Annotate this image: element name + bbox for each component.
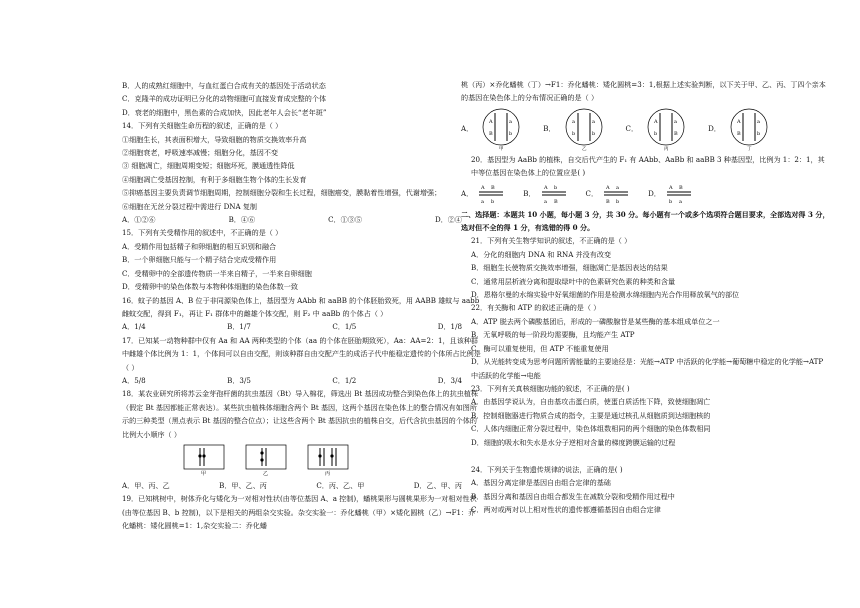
q20-diagram-b: B． A b a B [523,184,558,205]
q18-chromosome-figures [112,443,482,477]
q23-option-c: C．人体内细胞正常分裂过程中，染色体组数相同的两个细胞的染色体数相同 [471,424,711,434]
q18-figure-yi [244,444,288,476]
q24-option-b: B．基因分离和基因自由组合都发生在减数分裂和受精作用过程中 [471,491,675,501]
svg-text:b: b [509,130,513,137]
q24-option-a: A．基因分离定律是基因自由组合定律的基础 [471,478,611,488]
q24-option-c: C．两对或两对以上相对性状的遗传都遵循基因自由组合定律 [471,505,661,515]
svg-text:b: b [591,130,595,137]
q21-option-c: C．通常用层析液分离和提取绿叶中的色素研究色素的种类和含量 [471,276,676,286]
q14-statement-1: ①细胞生长，其表面积增大，导致细胞的物质交换效率升高 [122,134,307,144]
q18-option-b: B．甲、乙、丙 [219,480,267,490]
q14-option-c: C．①③⑤ [328,215,362,225]
left-column [112,79,485,533]
q16-option-d: D．1/8 [437,322,462,332]
q20-diagram-a: A． A B a b [461,184,495,205]
q14-statement-6: ⑥细胞在无丝分裂过程中需进行 DNA 复制 [122,201,258,211]
q18-caption-yi: 乙 [263,470,269,476]
q15-option-b: B．一个卵细胞只能与一个精子结合完成受精作用 [122,255,277,265]
q17-options [112,374,482,387]
q18-option-d: D．乙、甲、丙 [413,480,462,490]
q18-caption-bing: 丙 [325,470,331,476]
svg-text:A: A [543,184,548,191]
q21-option-b: B．细胞生长使物质交换效率增强，细胞凋亡是基因表达的结果 [471,263,668,273]
q14-stem: 14．下列有关细胞生命历程的叙述，正确的是（ ） [122,121,283,131]
svg-text:a: a [509,118,513,125]
q16-option-b: B．1/7 [227,322,251,332]
q14-statement-5: ⑤抑癌基因主要负责调节细胞周期，控制细胞分裂和生长过程，细胞癌变，膜黏着性增强，代谢增强； [122,188,442,198]
svg-text:b: b [654,130,658,137]
q21-option-d: D．恩格尔曼的水绵实验中好氧细菌的作用是检测水绵细胞内光合作用释放氧气的部位 [471,290,740,300]
q16-option-c: C．1/5 [332,322,357,332]
svg-text:b: b [756,130,761,137]
svg-text:A: A [489,118,493,125]
q23-option-b: B．控制细胞器进行物质合成的指令，主要是通过核孔从细胞质到达细胞核的 [471,410,711,420]
right-column [461,78,831,517]
q20-diagram-options [461,182,831,206]
q14-statement-3: ③ 细胞凋亡，细胞周期变短；细胞坏死，膜通透性降低 [122,161,295,171]
svg-text:b: b [491,198,495,205]
q14-option-b: B．④⑥ [228,215,256,225]
q19-diagram-b: B． a b a b 乙 [543,107,609,151]
q18-stem: 18．某农业研究所将苏云金芽孢杆菌的抗虫基因（Bt）导入棉花，筛选出 Bt 基因成功整合到染色体上的抗虫植株（假定 Bt 基因都能正常表达）。某些抗虫植株体细胞含两个 Bt 基因，这两个基因在染色体上的整合情况有如图所示的三种类型（黑点表示 Bt 基因的整合位点）；让这些含两个 Bt 基因抗虫的植株自交，后代含抗虫基因的个体的比例大小顺序（ ） [122,389,478,439]
q14-statement-2: ②细胞衰老，呼吸速率减慢；细胞分化，基因不变 [122,148,279,158]
q20-diagram-d: D． A B b a [648,184,683,205]
svg-text:B: B [678,184,683,191]
q21-option-a: A．分化的细胞内 DNA 和 RNA 并没有改变 [471,249,612,259]
q13-option-d: D．衰老的细胞中，黑色素的合成加快，因此老年人会长“老年斑” [122,107,327,117]
svg-text:B: B [674,130,678,137]
q22-option-b: B．无氧呼吸的每一阶段均需要酶，且均能产生 ATP [471,330,635,340]
svg-text:b: b [571,130,575,137]
q19-diagram-c: C． A b a B 丙 [626,107,693,151]
svg-text:b: b [553,184,557,191]
q15-stem: 15．下列有关受精作用的叙述中，不正确的是（ ） [122,228,283,238]
svg-text:丙: 丙 [664,146,669,151]
q19-diagram-d: D． A B a b 丁 [708,107,775,151]
q18-caption-jia: 甲 [201,470,207,476]
q17-option-c: C．1/2 [332,375,357,385]
svg-text:B: B [489,130,493,137]
svg-text:b: b [616,198,620,205]
q19-stem: 19．已知桃树中，树体乔化与矮化为一对相对性状(由等位基因 A、a 控制)，蟠桃果形与圆桃果形为一对相对性状(由等位基因 B、b 控制)，以下是相关的两组杂交实验。杂交实验一：乔化蟠桃（甲）×矮化圆桃（乙）→F1：乔化蟠桃：矮化圆桃=1：1,杂交实验二：乔化蟠 [122,494,477,531]
q16-option-a: A．1/4 [122,322,146,332]
svg-text:A: A [736,118,741,125]
q22-option-d: D．从光能转变成为思考问题所需能量的主要途径是：光能→ATP 中活跃的化学能→葡萄糖中稳定的化学能→ATP 中活跃的化学能→电能 [471,357,824,380]
q14-options [112,213,482,226]
q19-stem-continued: 桃（丙）×乔化蟠桃（丁）→F1：乔化蟠桃：矮化圆桃=3：1,根据上述实验判断，以下关于甲、乙、丙、丁四个亲本的基因在染色体上的分布情况正确的是（ ） [461,80,826,103]
q24-stem: 24．下列关于生物遗传规律的说法，正确的是( ) [471,464,623,474]
q17-option-d: D．3/4 [437,375,462,385]
q22-option-c: C．酶可以重复使用，但 ATP 不能重复使用 [471,343,609,353]
q17-stem: 17．已知某一动物种群中仅有 Aa 和 AA 两种类型的个体（aa 的个体在胚胎期致死），Aa：AA=2：1，且该种群中雌雄个体比例为 1：1，个体间可以自由交配，则该种群自由交配产生的成活子代中能稳定遗传的个体所占比例是（ ） [122,335,481,372]
svg-text:甲: 甲 [499,146,504,151]
q18-figure-jia [182,444,226,476]
section-two-heading: 二、选择题：本题共 10 小题，每小题 3 分，共 30 分。每小题有一个或多个选项符合题目要求，全部选对得 3 分，选对但不全的得 1 分，有选错的得 0 分。 [461,209,830,233]
q16-stem: 16．蚊子的基因 A、B 位于非同源染色体上，基因型为 AAbb 和 aaBB 的个体胚胎致死，用 AABB 雄蚊与 aabb 雌蚊交配，得到 F₁，再让 F₁ 群体中的雌雄个体交配，则 F₂ 中 aaBb 的个体占（ ） [122,295,480,318]
q23-option-d: D．细胞的吸水和失水是水分子逆相对含量的梯度跨膜运输的过程 [471,437,676,447]
q14-option-d: D．②④ [435,215,462,225]
q13-option-b: B．人的成熟红细胞中，与血红蛋白合成有关的基因处于活动状态 [122,81,326,90]
svg-text:a: a [616,184,620,191]
svg-text:A: A [481,184,485,191]
svg-text:a: a [481,198,485,205]
q17-option-b: B．3/5 [227,375,251,385]
svg-text:A: A [606,184,610,191]
q17-option-a: A．5/8 [122,375,146,385]
q19-diagram-a: A． A B a b 甲 [461,107,527,151]
svg-text:B: B [736,130,741,137]
q18-options [112,479,482,492]
q16-options [112,320,482,333]
q20-diagram-c: C． A a B b [585,184,620,205]
q22-stem: 22．有关酶和 ATP 的叙述正确的是（ ） [471,303,601,313]
q18-option-c: C．丙、乙、甲 [316,480,365,490]
svg-text:B: B [491,184,495,191]
q14-option-a: A．①②⑥ [122,215,156,225]
q21-stem: 21．下列有关生物学知识的叙述，不正确的是（ ） [471,236,632,246]
q18-option-a: A．甲、丙、乙 [122,480,170,490]
q18-figure-bing [306,444,350,476]
svg-text:B: B [553,198,558,205]
svg-text:A: A [654,118,658,125]
svg-text:b: b [668,198,673,205]
svg-text:丁: 丁 [746,146,752,151]
q23-stem: 23．下列有关真核细胞功能的叙述，不正确的是( ) [471,383,630,393]
q15-option-c: C．受精卵中的全部遗传物质一半来自精子，一半来自卵细胞 [122,268,312,278]
q13-option-c: C．克隆羊的成功证明已分化的动物细胞可直接发育成完整的个体 [122,94,327,104]
svg-text:a: a [756,118,760,125]
svg-text:B: B [606,198,610,205]
svg-text:a: a [591,118,595,125]
q20-stem: 20．基因型为 AaBb 的植株，自交后代产生的 F₁ 有 AAbb、AaBb 和 aaBB 3 种基因型，比例为 1：2：1，其中等位基因在染色体上的位置应是( ) [471,154,825,178]
q15-option-d: D．受精卵中的染色体数与本物种体细胞的染色体数一致 [122,282,298,292]
q19-diagram-options [461,107,831,151]
svg-text:a: a [674,118,678,125]
q23-option-a: A．由基因学说认为，自由基攻击蛋白质，使蛋白质活性下降，致使细胞凋亡 [471,397,711,407]
svg-text:a: a [678,198,682,205]
q14-statement-4: ④细胞凋亡受基因控制，有利于多细胞生物个体的生长发育 [122,174,307,184]
q15-option-a: A．受精作用包括精子和卵细胞的相互识别和融合 [122,241,277,251]
svg-text:a: a [571,118,575,125]
svg-text:乙: 乙 [581,146,587,151]
svg-text:a: a [543,198,547,205]
q22-option-a: A．ATP 脱去两个磷酸基团后，形成的一磷酸腺苷是某些酶的基本组成单位之一 [471,316,720,326]
svg-text:A: A [668,184,673,191]
